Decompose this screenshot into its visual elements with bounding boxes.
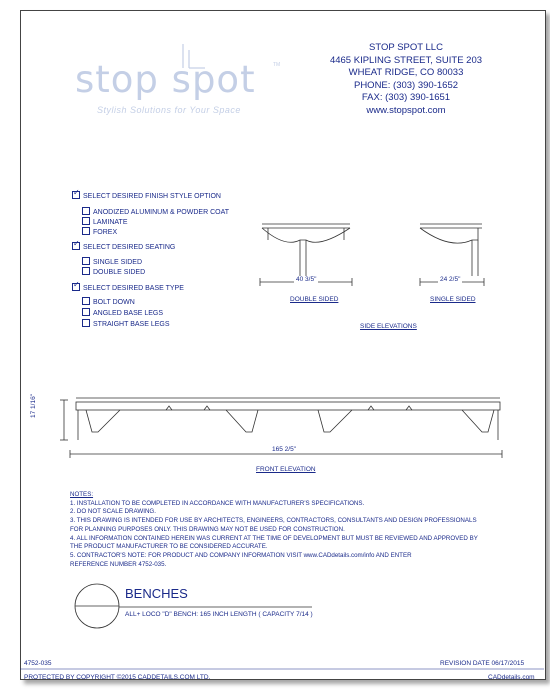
company-tagline: Stylish Solutions for Your Space <box>97 105 241 115</box>
double-sided-width-dimension: 40 3/5" <box>296 276 317 283</box>
company-phone: PHONE: (303) 390-1652 <box>353 79 459 91</box>
company-logo: stop spot <box>75 58 256 101</box>
single-sided-width-dimension: 24 2/5" <box>440 276 461 283</box>
seating-option-item[interactable]: SINGLE SIDED <box>82 258 142 266</box>
company-name: STOP SPOT LLC <box>369 42 443 53</box>
note-line: REFERENCE NUMBER 4752-035. <box>70 560 167 568</box>
note-line: 1. INSTALLATION TO BE COMPLETED IN ACCORDANCE WITH MANUFACTURER'S SPECIFICATIONS. <box>70 499 365 507</box>
single-sided-label: SINGLE SIDED <box>430 296 476 303</box>
side-elevations-label: SIDE ELEVATIONS <box>360 323 417 330</box>
drawing-subtitle: ALL+ LOCO "D" BENCH: 165 INCH LENGTH ( CAPACITY 7/14 ) <box>125 611 313 618</box>
note-line: 2. DO NOT SCALE DRAWING. <box>70 508 156 516</box>
note-line: 4. ALL INFORMATION CONTAINED HEREIN WAS CURRENT AT THE TIME OF DEVELOPMENT BUT MUST BE REVIEWED AND APPROVED BY <box>70 534 478 542</box>
reference-number: 4752-035 <box>24 660 52 667</box>
finish-option-heading[interactable]: ✓SELECT DESIRED FINISH STYLE OPTION <box>72 192 221 200</box>
notes-heading: NOTES: <box>70 491 94 498</box>
height-dimension: 17 1/16" <box>30 394 37 418</box>
seating-option-heading[interactable]: ✓SELECT DESIRED SEATING <box>72 243 175 251</box>
company-city: WHEAT RIDGE, CO 80033 <box>348 67 464 79</box>
logo-accent-lines <box>183 44 205 68</box>
title-block-symbol <box>75 584 312 628</box>
company-street: 4465 KIPLING STREET, SUITE 203 <box>329 54 483 66</box>
revision-date: REVISION DATE 06/17/2015 <box>440 660 525 667</box>
seating-option-item[interactable]: DOUBLE SIDED <box>82 268 145 276</box>
trademark-mark: TM <box>273 62 281 68</box>
note-line: THE PRODUCT MANUFACTURER TO BE CONSIDERED ACCURATE. <box>70 543 268 551</box>
note-line: FOR PLANNING PURPOSES ONLY. THIS DRAWING MAY NOT BE USED FOR CONSTRUCTION. <box>70 525 345 533</box>
note-line: 3. THIS DRAWING IS INTENDED FOR USE BY ARCHITECTS, ENGINEERS, CONTRACTORS, CONSULTANTS AND DESIGN PROFESSIONALS <box>70 517 477 525</box>
finish-option-item[interactable]: LAMINATE <box>82 218 128 226</box>
base-option-item[interactable]: STRAIGHT BASE LEGS <box>82 320 170 328</box>
finish-option-item[interactable]: ANODIZED ALUMINUM & POWDER COAT <box>82 208 229 216</box>
double-sided-label: DOUBLE SIDED <box>290 296 339 303</box>
finish-option-item[interactable]: FOREX <box>82 228 117 236</box>
drawing-title: BENCHES <box>125 586 188 601</box>
base-option-heading[interactable]: ✓SELECT DESIRED BASE TYPE <box>72 284 184 292</box>
company-fax: FAX: (303) 390-1651 <box>361 92 451 104</box>
front-elevation-label: FRONT ELEVATION <box>256 466 316 473</box>
base-option-item[interactable]: ANGLED BASE LEGS <box>82 309 163 317</box>
note-line: 5. CONTRACTOR'S NOTE: FOR PRODUCT AND COMPANY INFORMATION VISIT www.CADdetails.com/info AND ENTER <box>70 551 412 559</box>
copyright-notice: PROTECTED BY COPYRIGHT ©2015 CADDETAILS.COM LTD. <box>24 674 211 681</box>
notes-block <box>70 491 478 569</box>
length-dimension: 165 2/5" <box>272 446 296 453</box>
caddetails-link[interactable]: CADdetails.com <box>488 674 535 681</box>
company-website: www.stopspot.com <box>366 104 446 116</box>
base-option-item[interactable]: BOLT DOWN <box>82 298 135 306</box>
